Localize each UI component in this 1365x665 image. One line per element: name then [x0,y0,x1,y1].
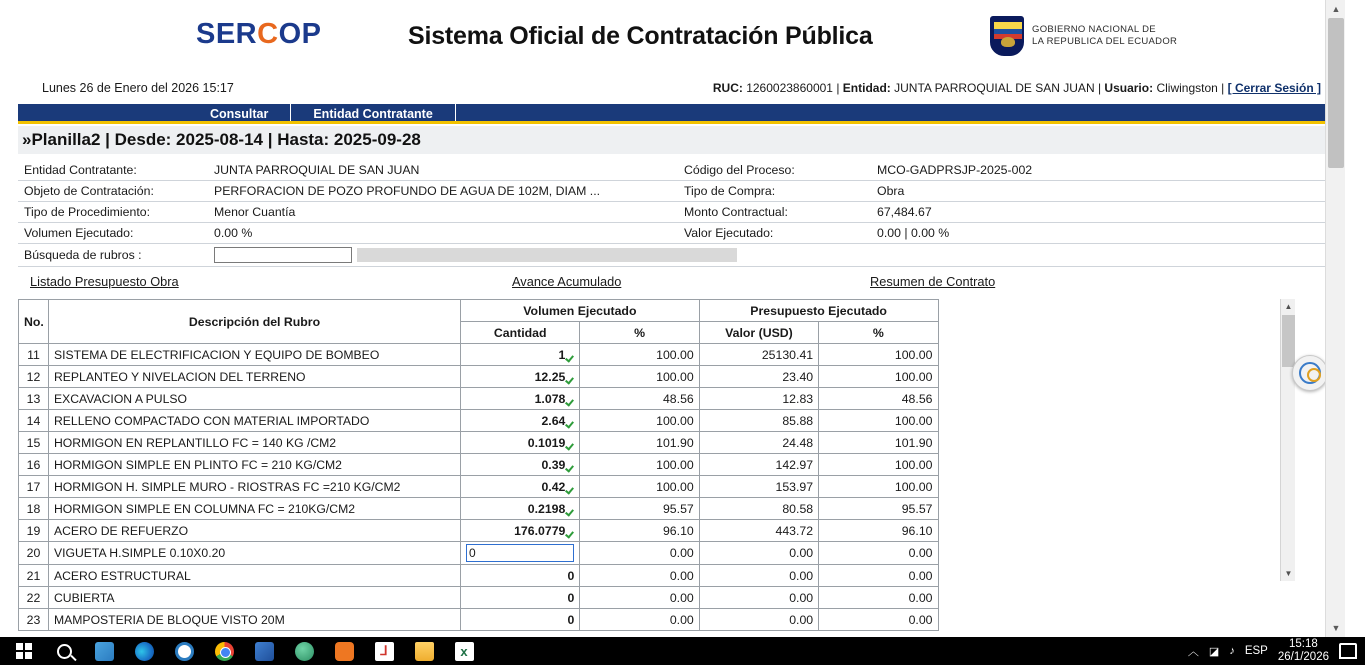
cell-pct-presupuesto: 0.00 [819,609,938,631]
windows-taskbar [0,637,1365,665]
gov-line-2: LA REPUBLICA DEL ECUADOR [1032,36,1178,47]
summary-value-volumen: 0.00 % [208,223,678,244]
scroll-up-arrow-icon[interactable]: ▲ [1284,302,1293,311]
mail-icon [255,642,274,661]
chrome-browser-icon [215,642,234,661]
cell-no: 17 [19,476,49,498]
cell-valor: 85.88 [699,410,818,432]
summary-value-tipo-compra: Obra [871,181,1325,202]
cell-cantidad-editable[interactable] [461,542,580,565]
cell-descripcion: HORMIGON H. SIMPLE MURO - RIOSTRAS FC =210 KG/CM2 [49,476,461,498]
summary-value-valor-ejecutado: 0.00 | 0.00 % [871,223,1325,244]
tab-listado-presupuesto-obra[interactable]: Listado Presupuesto Obra [30,274,179,289]
taskbar-app-edge[interactable] [124,637,164,665]
cell-pct-presupuesto: 100.00 [819,410,938,432]
cell-pct-presupuesto: 100.00 [819,344,938,366]
cell-pct-volumen: 100.00 [580,454,699,476]
cell-valor: 153.97 [699,476,818,498]
cell-filler [938,565,1278,587]
cell-pct-volumen: 0.00 [580,565,699,587]
cell-valor: 80.58 [699,498,818,520]
check-icon [567,508,574,515]
summary-value-monto: 67,484.67 [871,202,1325,223]
nav-item-consultar[interactable]: Consultar [188,104,291,121]
cell-cantidad[interactable]: 0 [461,565,580,587]
cell-descripcion: ACERO DE REFUERZO [49,520,461,542]
cell-descripcion: ACERO ESTRUCTURAL [49,565,461,587]
cell-valor: 25130.41 [699,344,818,366]
cell-filler [938,587,1278,609]
cell-descripcion: HORMIGON SIMPLE EN PLINTO FC = 210 KG/CM2 [49,454,461,476]
table-row[interactable] [19,344,1279,366]
ruc-value: 1260023860001 [746,81,833,95]
table-row[interactable] [19,476,1279,498]
pdf-reader-icon: ⅃ [375,642,394,661]
chevron-up-icon[interactable]: ︿ [1187,646,1199,658]
cell-cantidad[interactable] [461,388,580,410]
cell-pct-presupuesto: 0.00 [819,587,938,609]
logo-text-c: C [257,18,279,50]
language-indicator[interactable]: ESP [1244,645,1268,657]
header-pct-presupuesto: % [819,322,938,344]
check-icon [567,530,574,537]
browser-vertical-scrollbar[interactable] [1325,0,1345,637]
globe-app-icon [295,642,314,661]
separator-2: | [1097,81,1102,95]
excel-icon: x [455,642,474,661]
cell-no: 22 [19,587,49,609]
cantidad-value: 0.1019 [527,435,566,450]
clock-time: 15:18 [1289,638,1318,650]
cell-pct-volumen: 100.00 [580,410,699,432]
cell-valor: 0.00 [699,542,818,565]
cell-pct-presupuesto: 101.90 [819,432,938,454]
nav-item-entidad-contratante[interactable]: Entidad Contratante [291,104,455,121]
cell-cantidad[interactable] [461,454,580,476]
cell-no: 20 [19,542,49,565]
start-button[interactable] [4,637,44,665]
taskbar-app-firefox[interactable] [324,637,364,665]
cell-descripcion: MAMPOSTERIA DE BLOQUE VISTO 20M [49,609,461,631]
taskbar-app-ie[interactable] [164,637,204,665]
header-no: No. [19,300,49,344]
clock[interactable] [1278,638,1329,664]
cell-cantidad[interactable] [461,410,580,432]
table-row[interactable] [19,454,1279,476]
system-tray [1188,638,1365,664]
taskbar-app-mail[interactable] [244,637,284,665]
cell-valor: 12.83 [699,388,818,410]
cantidad-value: 0.42 [541,479,566,494]
session-details [713,81,1321,95]
taskbar-search[interactable] [44,637,84,665]
summary-row [18,202,1325,223]
taskbar-app-1[interactable] [84,637,124,665]
government-emblem [990,16,1177,56]
cell-filler [938,366,1278,388]
header-group-presupuesto-ejecutado: Presupuesto Ejecutado [699,300,938,322]
header-valor-usd: Valor (USD) [699,322,818,344]
cell-descripcion: REPLANTEO Y NIVELACION DEL TERRENO [49,366,461,388]
header-group-volumen-ejecutado: Volumen Ejecutado [461,300,700,322]
file-explorer-icon [415,642,434,661]
cell-valor: 24.48 [699,432,818,454]
browser-scroll-down-icon[interactable]: ▼ [1331,623,1341,633]
page-title: Sistema Oficial de Contratación Pública [408,22,873,50]
summary-label-codigo: Código del Proceso: [678,160,871,181]
main-navigation [18,104,1325,124]
cell-filler [938,344,1278,366]
summary-label-entidad: Entidad Contratante: [18,160,208,181]
summary-value-objeto: PERFORACION DE POZO PROFUNDO DE AGUA DE 102M, DIAM ... [208,181,678,202]
entidad-value: JUNTA PARROQUIAL DE SAN JUAN [894,81,1095,95]
cell-cantidad[interactable]: 0 [461,609,580,631]
cell-descripcion: RELLENO COMPACTADO CON MATERIAL IMPORTADO [49,410,461,432]
search-filler-bar [357,248,737,262]
cell-valor: 443.72 [699,520,818,542]
taskbar-app-explorer[interactable] [404,637,444,665]
cell-cantidad[interactable]: 0 [461,587,580,609]
cell-no: 11 [19,344,49,366]
usuario-value: Cliwingston [1156,81,1218,95]
taskbar-app-globe[interactable] [284,637,324,665]
rubros-table [18,299,1278,631]
summary-label-procedimiento: Tipo de Procedimiento: [18,202,208,223]
summary-value-entidad: JUNTA PARROQUIAL DE SAN JUAN [208,160,678,181]
summary-label-volumen: Volumen Ejecutado: [18,223,208,244]
table-row[interactable] [19,366,1279,388]
cell-pct-volumen: 0.00 [580,542,699,565]
cell-no: 14 [19,410,49,432]
taskbar-app-chrome[interactable] [204,637,244,665]
cantidad-value: 0.39 [541,457,566,472]
task-view-icon [95,642,114,661]
table-row[interactable] [19,520,1279,542]
check-icon [567,376,574,383]
summary-label-valor-ejecutado: Valor Ejecutado: [678,223,871,244]
cell-no: 13 [19,388,49,410]
table-row[interactable] [19,388,1279,410]
cell-filler [938,410,1278,432]
header-descripcion: Descripción del Rubro [49,300,461,344]
cell-descripcion: EXCAVACION A PULSO [49,388,461,410]
cell-no: 15 [19,432,49,454]
summary-value-codigo: MCO-GADPRSJP-2025-002 [871,160,1325,181]
summary-row [18,160,1325,181]
browser-scroll-thumb[interactable] [1328,18,1344,168]
cell-pct-presupuesto: 100.00 [819,366,938,388]
cell-pct-volumen: 0.00 [580,609,699,631]
cell-descripcion: HORMIGON SIMPLE EN COLUMNA FC = 210KG/CM2 [49,498,461,520]
summary-label-tipo-compra: Tipo de Compra: [678,181,871,202]
cell-no: 21 [19,565,49,587]
taskbar-app-pdf[interactable] [364,637,404,665]
gov-line-1: GOBIERNO NACIONAL DE [1032,24,1156,35]
cell-valor: 0.00 [699,587,818,609]
cell-filler [938,609,1278,631]
table-row[interactable] [19,432,1279,454]
rubros-table-body [19,344,1279,631]
header-pct-volumen: % [580,322,699,344]
grid-scroll-thumb[interactable] [1282,315,1295,367]
cell-pct-presupuesto: 95.57 [819,498,938,520]
cell-valor: 0.00 [699,609,818,631]
logo-text-ser: SER [196,18,258,50]
ruc-label: RUC: [712,81,743,95]
cell-valor: 142.97 [699,454,818,476]
cell-cantidad[interactable] [461,344,580,366]
site-header [18,0,1345,78]
table-row[interactable] [19,410,1279,432]
cell-descripcion: HORMIGON EN REPLANTILLO FC = 140 KG /CM2 [49,432,461,454]
cell-descripcion: CUBIERTA [49,587,461,609]
cell-filler [938,388,1278,410]
check-icon [567,398,574,405]
check-icon [567,354,574,361]
header-filler [938,300,1278,344]
check-icon [567,442,574,449]
rubros-grid-container [18,299,1325,627]
summary-row [18,181,1325,202]
table-row[interactable] [19,542,1279,565]
check-icon [567,464,574,471]
scroll-down-arrow-icon[interactable]: ▼ [1284,569,1293,578]
cell-no: 23 [19,609,49,631]
cell-no: 12 [19,366,49,388]
check-icon [567,420,574,427]
cell-cantidad[interactable] [461,498,580,520]
cell-valor: 0.00 [699,565,818,587]
search-icon [57,644,72,659]
target-icon [1299,362,1321,384]
search-rubros-input[interactable] [214,247,352,263]
cantidad-input[interactable] [466,544,574,562]
cell-pct-presupuesto: 48.56 [819,388,938,410]
cell-pct-presupuesto: 100.00 [819,476,938,498]
grid-vertical-scrollbar[interactable] [1280,299,1295,581]
ecuador-shield-icon [990,16,1024,56]
cell-pct-volumen: 101.90 [580,432,699,454]
cell-pct-presupuesto: 0.00 [819,565,938,587]
cell-filler [938,498,1278,520]
search-rubros-label: Búsqueda de rubros : [18,244,208,267]
edge-browser-icon [135,642,154,661]
cantidad-value: 12.25 [534,369,566,384]
cell-pct-volumen: 95.57 [580,498,699,520]
summary-label-monto: Monto Contractual: [678,202,871,223]
cantidad-value: 1 [558,347,566,362]
cell-filler [938,454,1278,476]
summary-search-row [18,244,1325,267]
cell-filler [938,542,1278,565]
cell-pct-volumen: 0.00 [580,587,699,609]
cell-descripcion: VIGUETA H.SIMPLE 0.10X0.20 [49,542,461,565]
cantidad-value: 176.0779 [514,523,566,538]
section-tabs [18,274,1325,296]
logo-text-o: O [278,18,302,50]
cell-filler [938,520,1278,542]
usuario-label: Usuario: [1104,81,1154,95]
cell-filler [938,476,1278,498]
planilla-heading: »Planilla2 | Desde: 2025-08-14 | Hasta: 2025-09-28 [18,126,1325,154]
nav-spacer [456,104,1325,121]
taskbar-app-excel[interactable] [444,637,484,665]
cell-filler [938,432,1278,454]
contract-summary-table [18,160,1325,267]
table-row[interactable] [19,565,1279,587]
cell-cantidad[interactable] [461,366,580,388]
check-icon [567,486,574,493]
cell-pct-volumen: 48.56 [580,388,699,410]
notifications-icon[interactable] [1339,643,1357,659]
sercop-logo [196,18,322,51]
current-date-label: Lunes 26 de Enero del 2026 15:17 [42,81,234,95]
cell-descripcion: SISTEMA DE ELECTRIFICACION Y EQUIPO DE BOMBEO [49,344,461,366]
summary-label-objeto: Objeto de Contratación: [18,181,208,202]
cell-valor: 23.40 [699,366,818,388]
clock-date: 26/1/2026 [1277,651,1329,663]
session-infobar [18,78,1325,104]
cell-no: 19 [19,520,49,542]
cell-no: 18 [19,498,49,520]
cell-pct-volumen: 100.00 [580,476,699,498]
cell-cantidad[interactable] [461,432,580,454]
summary-value-procedimiento: Menor Cuantía [208,202,678,223]
separator-1: | [836,81,840,95]
cell-no: 16 [19,454,49,476]
table-header-group-row [19,300,1279,322]
cell-pct-volumen: 100.00 [580,366,699,388]
cell-pct-volumen: 96.10 [580,520,699,542]
cantidad-value: 0.2198 [527,501,566,516]
logo-text-p: P [301,18,322,50]
table-row[interactable] [19,609,1279,631]
cell-cantidad[interactable] [461,476,580,498]
cell-pct-presupuesto: 100.00 [819,454,938,476]
volume-icon[interactable]: ♪ [1229,645,1235,657]
entidad-label: Entidad: [842,81,891,95]
logout-link[interactable]: [ Cerrar Sesión ] [1227,81,1321,95]
table-row[interactable] [19,498,1279,520]
cell-pct-volumen: 100.00 [580,344,699,366]
search-empty-value [871,244,1325,267]
search-rubros-cell [208,244,678,267]
tab-avance-acumulado[interactable]: Avance Acumulado [512,274,622,289]
separator-3: | [1221,81,1225,95]
internet-explorer-icon [175,642,194,661]
cell-cantidad[interactable] [461,520,580,542]
tab-resumen-de-contrato[interactable]: Resumen de Contrato [870,274,996,289]
summary-row [18,223,1325,244]
cantidad-value: 1.078 [534,391,566,406]
table-row[interactable] [19,587,1279,609]
accessibility-floating-button[interactable] [1292,355,1328,391]
cantidad-value: 2.64 [541,413,566,428]
browser-scroll-up-icon[interactable]: ▲ [1331,4,1341,14]
header-cantidad: Cantidad [461,322,580,344]
start-icon [16,643,32,659]
cell-pct-presupuesto: 0.00 [819,542,938,565]
cell-pct-presupuesto: 96.10 [819,520,938,542]
network-icon[interactable]: ◪ [1208,645,1220,658]
firefox-icon [335,642,354,661]
taskbar-icons [0,637,484,665]
